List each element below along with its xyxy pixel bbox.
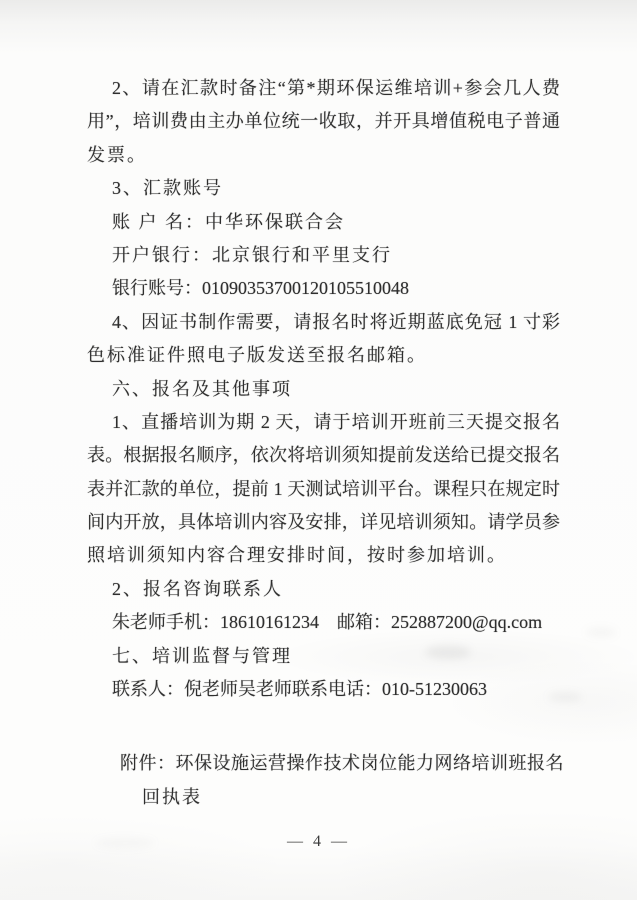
document-body: [87, 72, 564, 814]
registration-details-line: 1、直播培训为期 2 天，请于培训开班前三天提交报名: [112, 411, 560, 432]
remittance-account-heading: 3、汇款账号: [112, 178, 223, 199]
section-six-heading: 六、报名及其他事项: [112, 378, 292, 399]
supervision-contact-line: 联系人：倪老师吴老师联系电话：010-51230063: [112, 679, 487, 700]
scan-artifact: [586, 628, 616, 637]
registration-details-line: 照培训须知内容合理安排时间，按时参加培训。: [87, 545, 507, 566]
photo-requirement-line: 色标准证件照电子版发送至报名邮箱。: [87, 345, 427, 366]
remittance-note-line: 用”，培训费由主办单位统一收取，并开具增值税电子普通: [87, 111, 560, 132]
remittance-note-line: 发票。: [87, 144, 147, 165]
section-seven-heading: 七、培训监督与管理: [112, 645, 292, 666]
attachment-line: 附件：环保设施运营操作技术岗位能力网络培训班报名: [120, 753, 564, 774]
contact-info-line: 朱老师手机：18610161234 邮箱：252887200@qq.com: [112, 612, 543, 633]
remittance-note-line: 2、请在汇款时备注“第*期环保运维培训+参会几人费: [112, 78, 560, 98]
page-number: — 4 —: [287, 833, 350, 850]
bank-name-line: 开户银行：北京银行和平里支行: [112, 244, 392, 265]
attachment-block: [87, 747, 564, 814]
bank-account-number-line: 银行账号：01090353700120105510048: [112, 278, 409, 299]
attachment-line: 回执表: [142, 786, 202, 807]
registration-details-line: 表并汇款的单位，提前 1 天测试培训平台。课程只在规定时: [87, 478, 560, 499]
photo-requirement-line: 4、因证书制作需要，请报名时将近期蓝底免冠 1 寸彩: [112, 311, 560, 332]
account-name-line: 账 户 名：中华环保联合会: [112, 211, 345, 232]
registration-details-line: 表。根据报名顺序，依次将培训须知提前发送给已提交报名: [87, 445, 560, 466]
contact-heading: 2、报名咨询联系人: [112, 578, 283, 599]
registration-details-line: 间内开放，具体培训内容及安排，详见培训须知。请学员参: [87, 512, 560, 533]
